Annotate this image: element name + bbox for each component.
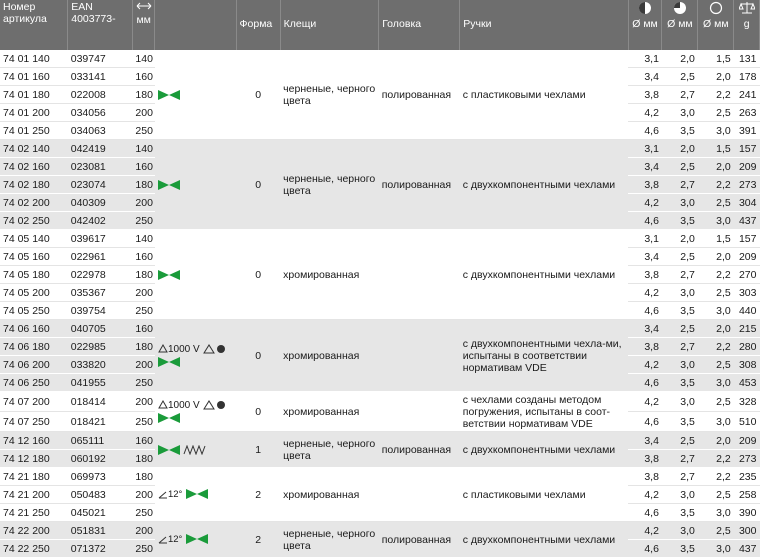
diameter-soft: 4,6 bbox=[628, 212, 662, 230]
article-number: 74 06 200 bbox=[0, 356, 68, 374]
article-number: 74 01 160 bbox=[0, 68, 68, 86]
form-value: 0 bbox=[236, 230, 280, 320]
diameter-hard: 2,2 bbox=[698, 266, 734, 284]
header-form: Форма bbox=[236, 0, 280, 50]
weight-value: 157 bbox=[734, 230, 760, 248]
head-finish: полированная bbox=[379, 50, 460, 140]
diameter-soft: 4,2 bbox=[628, 284, 662, 302]
angle-icon bbox=[158, 490, 168, 499]
quarter-circle-icon bbox=[673, 1, 687, 15]
length-value: 200 bbox=[132, 522, 155, 540]
diameter-soft: 3,8 bbox=[628, 450, 662, 468]
empty-circle-icon bbox=[709, 1, 723, 15]
header-ean: EAN 4003773- bbox=[68, 0, 133, 50]
article-number: 74 02 250 bbox=[0, 212, 68, 230]
weight-value: 209 bbox=[734, 158, 760, 176]
header-hard-wire: Ø мм bbox=[698, 0, 734, 50]
diameter-hard: 3,0 bbox=[698, 540, 734, 558]
diameter-medium: 2,7 bbox=[662, 338, 698, 356]
article-number: 74 06 160 bbox=[0, 320, 68, 338]
length-arrow-icon bbox=[136, 1, 152, 11]
length-value: 180 bbox=[132, 468, 155, 486]
diameter-medium: 2,5 bbox=[662, 248, 698, 266]
diameter-medium: 2,7 bbox=[662, 450, 698, 468]
table-row bbox=[0, 468, 760, 486]
weight-value: 304 bbox=[734, 194, 760, 212]
article-number: 74 05 200 bbox=[0, 284, 68, 302]
head-finish bbox=[379, 468, 460, 522]
header-pliers: Клещи bbox=[280, 0, 379, 50]
length-value: 160 bbox=[132, 68, 155, 86]
weight-value: 235 bbox=[734, 468, 760, 486]
article-number: 74 01 250 bbox=[0, 122, 68, 140]
diameter-medium: 3,0 bbox=[662, 522, 698, 540]
diameter-medium: 3,5 bbox=[662, 122, 698, 140]
diameter-medium: 2,0 bbox=[662, 140, 698, 158]
vde-mark-icon bbox=[203, 400, 227, 410]
pliers-finish: хромированная bbox=[280, 392, 379, 432]
diameter-soft: 3,4 bbox=[628, 158, 662, 176]
diameter-medium: 2,0 bbox=[662, 50, 698, 68]
weight-value: 437 bbox=[734, 212, 760, 230]
diameter-soft: 3,8 bbox=[628, 266, 662, 284]
header-weight: g bbox=[734, 0, 760, 50]
ean-code: 018421 bbox=[68, 412, 133, 432]
article-number: 74 06 250 bbox=[0, 374, 68, 392]
length-value: 200 bbox=[132, 104, 155, 122]
diameter-soft: 4,6 bbox=[628, 374, 662, 392]
weight-value: 209 bbox=[734, 248, 760, 266]
ean-code: 033820 bbox=[68, 356, 133, 374]
table-row bbox=[0, 50, 760, 68]
ean-code: 042419 bbox=[68, 140, 133, 158]
diameter-medium: 2,7 bbox=[662, 86, 698, 104]
diameter-hard: 2,5 bbox=[698, 104, 734, 122]
ean-code: 022008 bbox=[68, 86, 133, 104]
diameter-hard: 3,0 bbox=[698, 122, 734, 140]
pliers-finish: хромированная bbox=[280, 230, 379, 320]
weight-value: 390 bbox=[734, 504, 760, 522]
handles-type: с двухкомпонентными чехлами bbox=[460, 522, 628, 558]
jaw-shape-icon bbox=[158, 413, 180, 423]
jaw-icon-cell bbox=[155, 468, 236, 522]
ean-code: 039747 bbox=[68, 50, 133, 68]
diameter-hard: 3,0 bbox=[698, 374, 734, 392]
diameter-hard: 2,2 bbox=[698, 338, 734, 356]
jaw-shape-icon bbox=[186, 534, 208, 544]
weight-value: 178 bbox=[734, 68, 760, 86]
diameter-hard: 3,0 bbox=[698, 504, 734, 522]
ean-code: 023074 bbox=[68, 176, 133, 194]
table-row bbox=[0, 320, 760, 338]
length-value: 250 bbox=[132, 122, 155, 140]
diameter-hard: 2,2 bbox=[698, 450, 734, 468]
length-value: 160 bbox=[132, 248, 155, 266]
diameter-soft: 4,6 bbox=[628, 540, 662, 558]
diameter-medium: 2,5 bbox=[662, 158, 698, 176]
diameter-hard: 2,0 bbox=[698, 320, 734, 338]
weight-value: 308 bbox=[734, 356, 760, 374]
length-value: 160 bbox=[132, 320, 155, 338]
jaw-shape-icon bbox=[158, 270, 180, 280]
scale-icon bbox=[739, 1, 755, 15]
jaw-icon-cell bbox=[155, 140, 236, 230]
ean-code: 069973 bbox=[68, 468, 133, 486]
article-number: 74 02 140 bbox=[0, 140, 68, 158]
article-number: 74 21 180 bbox=[0, 468, 68, 486]
ean-code: 039754 bbox=[68, 302, 133, 320]
diameter-soft: 3,4 bbox=[628, 248, 662, 266]
length-value: 250 bbox=[132, 212, 155, 230]
head-finish: полированная bbox=[379, 140, 460, 230]
serrated-jaw-icon bbox=[183, 445, 207, 455]
length-value: 140 bbox=[132, 50, 155, 68]
jaw-shape-icon bbox=[158, 180, 180, 190]
diameter-hard: 1,5 bbox=[698, 140, 734, 158]
ean-code: 040309 bbox=[68, 194, 133, 212]
diameter-medium: 3,5 bbox=[662, 504, 698, 522]
jaw-shape-icon bbox=[186, 489, 208, 499]
diameter-soft: 4,2 bbox=[628, 104, 662, 122]
diameter-medium: 3,0 bbox=[662, 392, 698, 412]
jaw-icon-cell bbox=[155, 392, 236, 432]
handles-type: с пластиковыми чехлами bbox=[460, 468, 628, 522]
diameter-soft: 3,1 bbox=[628, 230, 662, 248]
article-number: 74 21 200 bbox=[0, 486, 68, 504]
diameter-soft: 3,8 bbox=[628, 86, 662, 104]
article-number: 74 12 180 bbox=[0, 450, 68, 468]
diameter-hard: 1,5 bbox=[698, 230, 734, 248]
diameter-soft: 3,4 bbox=[628, 432, 662, 450]
ean-code: 033141 bbox=[68, 68, 133, 86]
weight-value: 280 bbox=[734, 338, 760, 356]
diameter-medium: 2,5 bbox=[662, 432, 698, 450]
head-finish: полированная bbox=[379, 432, 460, 468]
diameter-soft: 4,6 bbox=[628, 122, 662, 140]
article-number: 74 07 250 bbox=[0, 412, 68, 432]
ean-code: 022978 bbox=[68, 266, 133, 284]
diameter-hard: 2,2 bbox=[698, 86, 734, 104]
length-value: 250 bbox=[132, 412, 155, 432]
diameter-soft: 3,8 bbox=[628, 468, 662, 486]
ean-code: 034063 bbox=[68, 122, 133, 140]
weight-value: 273 bbox=[734, 450, 760, 468]
diameter-hard: 2,2 bbox=[698, 468, 734, 486]
diameter-soft: 3,4 bbox=[628, 68, 662, 86]
ean-code: 034056 bbox=[68, 104, 133, 122]
length-value: 140 bbox=[132, 140, 155, 158]
jaw-icon-cell bbox=[155, 432, 236, 468]
header-row bbox=[0, 0, 760, 50]
pliers-finish: хромированная bbox=[280, 320, 379, 392]
length-value: 180 bbox=[132, 450, 155, 468]
ean-code: 035367 bbox=[68, 284, 133, 302]
length-value: 200 bbox=[132, 392, 155, 412]
diameter-soft: 3,1 bbox=[628, 140, 662, 158]
diameter-soft: 4,2 bbox=[628, 486, 662, 504]
diameter-hard: 3,0 bbox=[698, 412, 734, 432]
diameter-medium: 3,0 bbox=[662, 486, 698, 504]
length-value: 160 bbox=[132, 432, 155, 450]
ean-code: 042402 bbox=[68, 212, 133, 230]
diameter-medium: 2,0 bbox=[662, 230, 698, 248]
article-number: 74 12 160 bbox=[0, 432, 68, 450]
header-icon-col bbox=[155, 0, 236, 50]
weight-value: 453 bbox=[734, 374, 760, 392]
length-value: 140 bbox=[132, 230, 155, 248]
form-value: 0 bbox=[236, 50, 280, 140]
article-number: 74 01 200 bbox=[0, 104, 68, 122]
weight-value: 209 bbox=[734, 432, 760, 450]
weight-value: 300 bbox=[734, 522, 760, 540]
diameter-medium: 3,5 bbox=[662, 212, 698, 230]
diameter-hard: 2,5 bbox=[698, 486, 734, 504]
weight-value: 510 bbox=[734, 412, 760, 432]
length-value: 200 bbox=[132, 284, 155, 302]
header-medium-wire: Ø мм bbox=[662, 0, 698, 50]
head-finish bbox=[379, 320, 460, 392]
table-row bbox=[0, 432, 760, 450]
weight-value: 241 bbox=[734, 86, 760, 104]
diameter-medium: 2,5 bbox=[662, 68, 698, 86]
article-number: 74 01 180 bbox=[0, 86, 68, 104]
pliers-finish: черненые, черного цвета bbox=[280, 140, 379, 230]
jaw-shape-icon bbox=[158, 90, 180, 100]
diameter-hard: 2,5 bbox=[698, 522, 734, 540]
length-value: 200 bbox=[132, 194, 155, 212]
length-value: 250 bbox=[132, 504, 155, 522]
jaw-icon-cell bbox=[155, 50, 236, 140]
diameter-medium: 3,0 bbox=[662, 194, 698, 212]
article-number: 74 05 140 bbox=[0, 230, 68, 248]
ean-code: 018414 bbox=[68, 392, 133, 412]
diameter-hard: 3,0 bbox=[698, 212, 734, 230]
weight-value: 391 bbox=[734, 122, 760, 140]
article-number: 74 21 250 bbox=[0, 504, 68, 522]
diameter-hard: 2,5 bbox=[698, 392, 734, 412]
header-soft-wire: Ø мм bbox=[628, 0, 662, 50]
length-value: 250 bbox=[132, 374, 155, 392]
diameter-medium: 2,5 bbox=[662, 320, 698, 338]
diameter-medium: 3,5 bbox=[662, 374, 698, 392]
handles-type: с двухкомпонентными чехлами bbox=[460, 230, 628, 320]
form-value: 0 bbox=[236, 320, 280, 392]
jaw-shape-icon bbox=[158, 445, 180, 455]
vde-mark-icon bbox=[203, 344, 227, 354]
handles-type: с двухкомпонентными чехла-ми, испытаны в соответствии нормативам VDE bbox=[460, 320, 628, 392]
head-finish bbox=[379, 392, 460, 432]
weight-value: 440 bbox=[734, 302, 760, 320]
handles-type: с пластиковыми чехлами bbox=[460, 50, 628, 140]
angle-icon bbox=[158, 535, 168, 544]
table-row bbox=[0, 522, 760, 540]
weight-value: 215 bbox=[734, 320, 760, 338]
form-value: 2 bbox=[236, 522, 280, 558]
diameter-medium: 3,5 bbox=[662, 540, 698, 558]
length-value: 250 bbox=[132, 540, 155, 558]
handles-type: с двухкомпонентными чехлами bbox=[460, 140, 628, 230]
diameter-hard: 2,2 bbox=[698, 176, 734, 194]
weight-value: 328 bbox=[734, 392, 760, 412]
length-value: 200 bbox=[132, 486, 155, 504]
diameter-hard: 1,5 bbox=[698, 50, 734, 68]
handles-type: с чехлами созданы методом погружения, испытаны в соот-ветствии нормативам VDE bbox=[460, 392, 628, 432]
form-value: 2 bbox=[236, 468, 280, 522]
handles-type: с двухкомпонентными чехлами bbox=[460, 432, 628, 468]
insulation-triangle-icon bbox=[158, 344, 168, 353]
diameter-soft: 4,2 bbox=[628, 522, 662, 540]
angle-label: 12° bbox=[167, 534, 183, 545]
diameter-medium: 2,7 bbox=[662, 266, 698, 284]
weight-value: 131 bbox=[734, 50, 760, 68]
jaw-shape-icon bbox=[158, 357, 180, 367]
ean-code: 071372 bbox=[68, 540, 133, 558]
length-value: 180 bbox=[132, 86, 155, 104]
weight-value: 258 bbox=[734, 486, 760, 504]
article-number: 74 05 160 bbox=[0, 248, 68, 266]
insulation-triangle-icon bbox=[158, 400, 168, 409]
ean-code: 065111 bbox=[68, 432, 133, 450]
ean-code: 050483 bbox=[68, 486, 133, 504]
article-number: 74 07 200 bbox=[0, 392, 68, 412]
header-handles: Ручки bbox=[460, 0, 628, 50]
jaw-icon-cell bbox=[155, 230, 236, 320]
article-number: 74 01 140 bbox=[0, 50, 68, 68]
form-value: 0 bbox=[236, 392, 280, 432]
pliers-finish: черненые, черного цвета bbox=[280, 522, 379, 558]
article-number: 74 02 180 bbox=[0, 176, 68, 194]
diameter-soft: 4,2 bbox=[628, 194, 662, 212]
pliers-finish: черненые, черного цвета bbox=[280, 50, 379, 140]
weight-value: 273 bbox=[734, 176, 760, 194]
diameter-hard: 2,0 bbox=[698, 68, 734, 86]
vde-voltage-label: 1000 V bbox=[167, 343, 200, 355]
angle-label: 12° bbox=[167, 489, 183, 500]
length-value: 180 bbox=[132, 176, 155, 194]
article-number: 74 02 160 bbox=[0, 158, 68, 176]
form-value: 1 bbox=[236, 432, 280, 468]
vde-voltage-label: 1000 V bbox=[167, 399, 200, 411]
diameter-medium: 3,5 bbox=[662, 302, 698, 320]
table-row bbox=[0, 230, 760, 248]
weight-value: 263 bbox=[734, 104, 760, 122]
ean-code: 039617 bbox=[68, 230, 133, 248]
diameter-soft: 3,8 bbox=[628, 176, 662, 194]
ean-code: 045021 bbox=[68, 504, 133, 522]
weight-value: 157 bbox=[734, 140, 760, 158]
weight-value: 437 bbox=[734, 540, 760, 558]
jaw-icon-cell bbox=[155, 320, 236, 392]
diameter-hard: 2,0 bbox=[698, 158, 734, 176]
header-article: Номер артикула bbox=[0, 0, 68, 50]
weight-value: 303 bbox=[734, 284, 760, 302]
diameter-hard: 2,5 bbox=[698, 356, 734, 374]
ean-code: 060192 bbox=[68, 450, 133, 468]
pliers-finish: черненые, черного цвета bbox=[280, 432, 379, 468]
diameter-soft: 4,2 bbox=[628, 356, 662, 374]
length-value: 180 bbox=[132, 338, 155, 356]
diameter-soft: 3,4 bbox=[628, 320, 662, 338]
article-number: 74 06 180 bbox=[0, 338, 68, 356]
article-number: 74 22 200 bbox=[0, 522, 68, 540]
ean-code: 041955 bbox=[68, 374, 133, 392]
half-circle-icon bbox=[638, 1, 652, 15]
head-finish bbox=[379, 230, 460, 320]
length-value: 200 bbox=[132, 356, 155, 374]
weight-value: 270 bbox=[734, 266, 760, 284]
diameter-soft: 4,6 bbox=[628, 302, 662, 320]
diameter-medium: 2,7 bbox=[662, 468, 698, 486]
diameter-medium: 3,0 bbox=[662, 284, 698, 302]
diameter-medium: 3,5 bbox=[662, 412, 698, 432]
diameter-hard: 2,0 bbox=[698, 248, 734, 266]
diameter-hard: 2,5 bbox=[698, 194, 734, 212]
diameter-hard: 2,0 bbox=[698, 432, 734, 450]
diameter-soft: 4,2 bbox=[628, 392, 662, 412]
diameter-medium: 3,0 bbox=[662, 356, 698, 374]
article-number: 74 05 250 bbox=[0, 302, 68, 320]
ean-code: 023081 bbox=[68, 158, 133, 176]
table-row bbox=[0, 140, 760, 158]
table-row bbox=[0, 392, 760, 412]
ean-code: 051831 bbox=[68, 522, 133, 540]
diameter-soft: 4,6 bbox=[628, 504, 662, 522]
length-value: 180 bbox=[132, 266, 155, 284]
diameter-soft: 3,1 bbox=[628, 50, 662, 68]
pliers-finish: хромированная bbox=[280, 468, 379, 522]
header-length: мм bbox=[132, 0, 155, 50]
diameter-medium: 2,7 bbox=[662, 176, 698, 194]
diameter-soft: 4,6 bbox=[628, 412, 662, 432]
diameter-soft: 3,8 bbox=[628, 338, 662, 356]
diameter-hard: 3,0 bbox=[698, 302, 734, 320]
head-finish: полированная bbox=[379, 522, 460, 558]
article-number: 74 05 180 bbox=[0, 266, 68, 284]
ean-code: 022985 bbox=[68, 338, 133, 356]
length-value: 250 bbox=[132, 302, 155, 320]
article-number: 74 22 250 bbox=[0, 540, 68, 558]
diameter-medium: 3,0 bbox=[662, 104, 698, 122]
diameter-hard: 2,5 bbox=[698, 284, 734, 302]
header-head: Головка bbox=[379, 0, 460, 50]
article-number: 74 02 200 bbox=[0, 194, 68, 212]
ean-code: 022961 bbox=[68, 248, 133, 266]
form-value: 0 bbox=[236, 140, 280, 230]
ean-code: 040705 bbox=[68, 320, 133, 338]
length-value: 160 bbox=[132, 158, 155, 176]
